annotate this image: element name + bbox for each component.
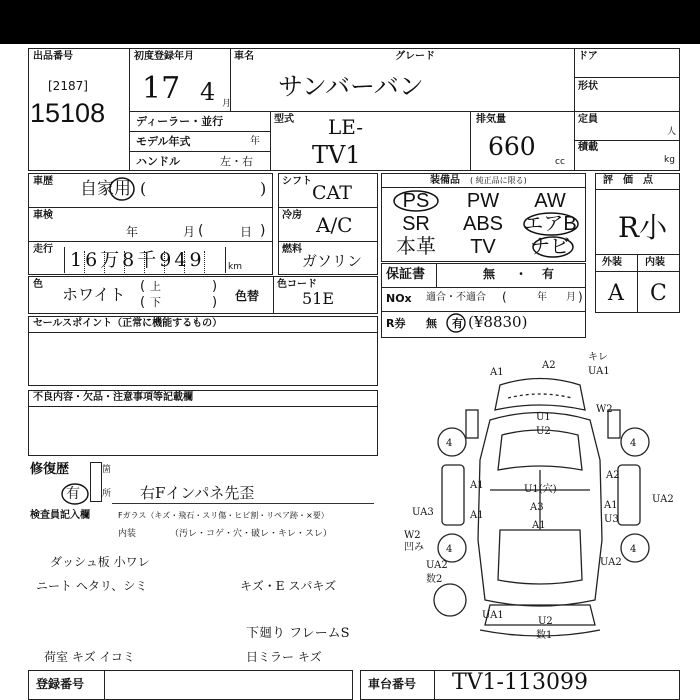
inspector-label: 検査員記入欄 (30, 510, 90, 521)
inspection-month-unit: 月 (183, 225, 196, 239)
inspection-paren-close: ) (260, 223, 266, 239)
history-value: 自家用 (80, 179, 131, 199)
nox-label: NOx (386, 292, 412, 305)
color-label: 色 (33, 279, 43, 290)
history-circle (108, 176, 136, 202)
load-unit: kg (664, 155, 675, 165)
svg-text:U1(穴): U1(穴) (524, 484, 557, 495)
reg-label: 登録番号 (36, 677, 85, 691)
grade-label: グレード (395, 51, 435, 62)
model-year-label: モデル年式 (136, 135, 191, 148)
equip-ps: PS (402, 190, 430, 212)
first-reg-unit: 月 (222, 99, 232, 109)
fuel-label: 燃料 (282, 244, 302, 255)
equip-tv: TV (470, 236, 496, 258)
svg-text:4: 4 (446, 438, 453, 449)
equip-aw: AW (534, 190, 566, 212)
equip-leather: 本革 (396, 236, 436, 258)
chassis-label: 車台番号 (368, 677, 417, 691)
warranty-label: 保証書 (386, 267, 426, 282)
svg-text:W2: W2 (596, 404, 613, 415)
svg-text:W2: W2 (404, 530, 421, 541)
history-paren-open: ( (140, 179, 147, 198)
fuel-value: ガソリン (302, 252, 363, 270)
dealer-label: ディーラー・並行 (136, 115, 224, 128)
color-code-value: 51E (302, 289, 335, 308)
nox-paren-close: ) (578, 290, 583, 304)
svg-text:数2: 数2 (426, 574, 443, 585)
nox-year-unit: 年 (537, 292, 547, 303)
inspector-interior-label: 内装 (118, 529, 137, 539)
svg-text:A1: A1 (604, 500, 618, 511)
shift-label: シフト (282, 176, 312, 187)
inspection-day-unit: 日 (240, 225, 253, 239)
svg-text:UA2: UA2 (426, 560, 448, 571)
equipment-label: 装備品 (430, 175, 460, 186)
repair-circle (60, 482, 90, 506)
repair-label: 修復歴 (30, 462, 70, 477)
note-seat: ニート ヘタリ、シミ (36, 579, 148, 593)
svg-text:U3: U3 (604, 514, 619, 525)
svg-text:UA1: UA1 (482, 610, 504, 621)
repair-place-unit: 所 (102, 489, 112, 499)
first-reg-month: 4 (200, 78, 216, 106)
history-paren-close: ) (260, 179, 267, 198)
cooler-label: 冷房 (282, 210, 302, 221)
warranty-none: 無 (483, 267, 496, 281)
handle-label: ハンドル (136, 155, 180, 168)
repair-count-box (90, 462, 102, 502)
recycle-none: 無 (426, 317, 437, 330)
defects-label: 不良内容・欠品・注意事項等記載欄 (33, 392, 193, 403)
top-black-bar (0, 0, 700, 44)
displacement-value: 660 (488, 132, 536, 161)
lot-sub: [2187] (48, 79, 88, 93)
repair-note: 右Fインパネ先歪 (140, 484, 255, 502)
first-reg-label: 初度登録年月 (134, 51, 194, 62)
svg-text:凹み: 凹み (404, 542, 424, 553)
warranty-sep: ・ (515, 267, 528, 281)
equip-abs: ABS (462, 213, 504, 235)
color-upper: 上 (150, 280, 161, 293)
evaluation-label: 評価点 (603, 175, 663, 186)
sales-point-label: セールスポイント（正常に機能するもの） (33, 318, 223, 329)
nox-value: 適合・不適合 (426, 292, 486, 303)
equip-sr: SR (402, 213, 430, 235)
capacity-unit: 人 (667, 127, 677, 137)
interior-label: 内装 (645, 257, 665, 268)
mileage-value: 16万8千949 (70, 249, 205, 271)
color-lower: 下 (150, 296, 161, 309)
lot-number: 15108 (30, 98, 106, 128)
exterior-label: 外装 (602, 257, 622, 268)
svg-text:A3: A3 (530, 502, 544, 513)
note-dash: ダッシュ板 小ワレ (50, 555, 150, 569)
lot-label: 出品番号 (33, 51, 73, 62)
car-name-value: サンバーバン (278, 72, 424, 101)
warranty-yes: 有 (542, 267, 555, 281)
svg-text:U2: U2 (536, 426, 551, 437)
svg-text:A1: A1 (470, 480, 484, 491)
note-cargo: 荷室 キズ イコミ (44, 650, 135, 664)
evaluation-score: R小 (618, 211, 668, 244)
color-change-label: 色替 (235, 289, 260, 303)
svg-text:A1: A1 (532, 520, 546, 531)
interior-grade: C (650, 281, 667, 306)
repair-status: 有 (66, 486, 80, 502)
nox-month-unit: 月 (566, 292, 576, 303)
history-label: 車歴 (33, 176, 53, 187)
svg-text:UA2: UA2 (652, 494, 674, 505)
svg-text:数1: 数1 (536, 630, 553, 641)
recycle-yes: 有 (452, 317, 463, 330)
displacement-unit: cc (555, 157, 565, 167)
equipment-circles (381, 187, 586, 262)
svg-text:A2: A2 (606, 470, 620, 481)
car-diagram (390, 350, 690, 650)
door-label: ドア (578, 51, 598, 62)
repair-count-unit: 箇 (102, 465, 112, 475)
svg-text:4: 4 (630, 544, 637, 555)
inspection-label: 車検 (33, 210, 53, 221)
handle-value: 左・右 (220, 155, 253, 168)
note-under: 下廻り フレームS (246, 626, 350, 641)
svg-text:UA1: UA1 (588, 366, 610, 377)
inspection-paren-open: ( (198, 223, 204, 239)
inspection-year-unit: 年 (126, 225, 139, 239)
color-code-label: 色コード (277, 279, 317, 290)
first-reg-year: 17 (142, 71, 181, 106)
note-mirror: 日ミラー キズ (246, 650, 322, 664)
recycle-circle (445, 312, 467, 334)
svg-text:4: 4 (630, 438, 637, 449)
capacity-label: 定員 (578, 114, 598, 125)
svg-text:U2: U2 (538, 616, 553, 627)
mileage-unit: km (228, 262, 242, 272)
equip-pw: PW (466, 190, 500, 212)
shape-label: 形状 (578, 81, 598, 92)
svg-text:キレ: キレ (588, 352, 608, 363)
svg-text:UA3: UA3 (412, 507, 434, 518)
recycle-label: R券 (386, 317, 406, 330)
svg-text:A1: A1 (470, 510, 484, 521)
exterior-grade: A (608, 281, 624, 306)
svg-text:UA2: UA2 (600, 557, 622, 568)
nox-paren-open: ( (502, 290, 507, 304)
load-label: 積載 (578, 142, 598, 153)
svg-text:A1: A1 (490, 367, 504, 378)
color-value: ホワイト (62, 285, 126, 304)
type-label: 型式 (274, 114, 294, 125)
svg-text:4: 4 (446, 544, 453, 555)
type-code: TV1 (312, 141, 361, 169)
inspector-glass: Fガラス（キズ・飛石・スリ傷・ヒビ割・リペア跡・×要） (118, 511, 329, 520)
chassis-value: TV1-113099 (452, 670, 588, 695)
model-year-unit: 年 (250, 136, 260, 147)
note-scratch: キズ・E スパキズ (240, 579, 337, 593)
recycle-amount: (¥8830) (468, 313, 528, 331)
equipment-note: ( 純正品に限る) (470, 176, 527, 185)
equip-navi: ナビ (530, 236, 570, 258)
car-name-label: 車名 (234, 51, 254, 62)
shift-value: CAT (312, 182, 352, 204)
type-value: LE- (328, 115, 364, 139)
mileage-label: 走行 (33, 244, 53, 255)
inspector-interior-opts: （汚レ・コゲ・穴・破レ・キレ・スレ） (170, 529, 332, 539)
equip-airbag: エアB (523, 213, 577, 235)
svg-text:A2: A2 (542, 360, 556, 371)
svg-text:U1: U1 (536, 412, 551, 423)
cooler-value: A/C (316, 213, 353, 237)
displacement-label: 排気量 (476, 114, 506, 125)
